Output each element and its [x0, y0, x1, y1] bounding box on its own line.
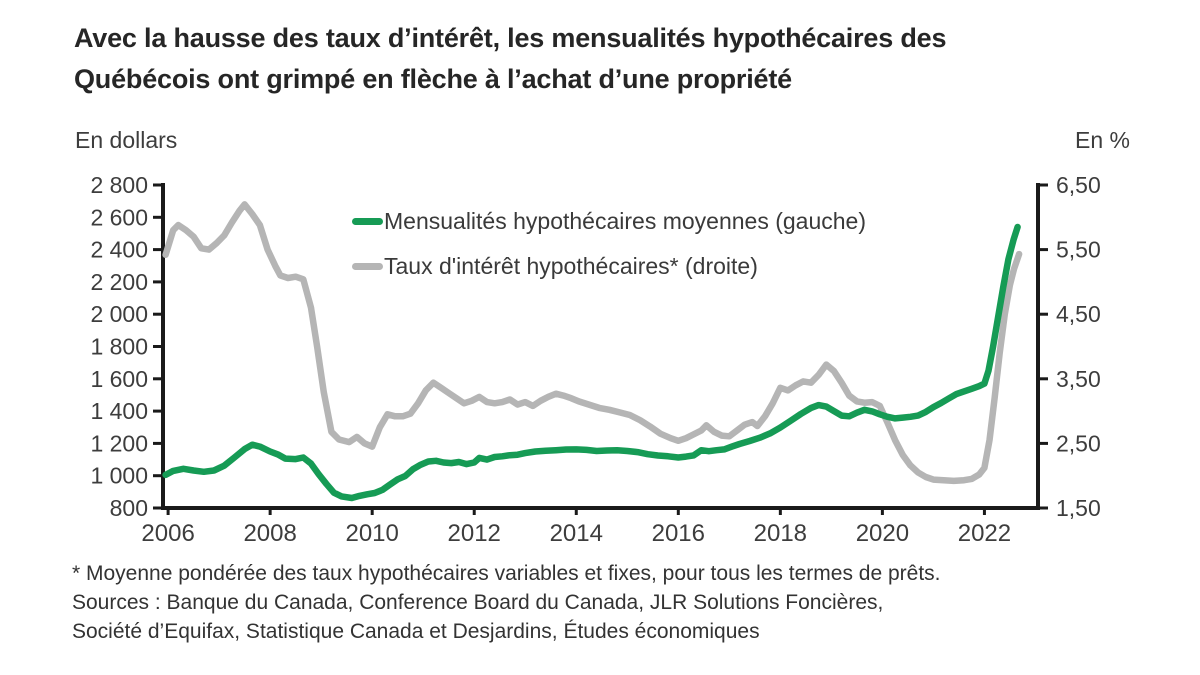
x-axis-tick-label: 2022	[957, 520, 1012, 547]
y-axis-left-tick-label: 800	[109, 495, 148, 521]
x-axis-tick-label: 2006	[141, 520, 195, 547]
x-axis-tick-label: 2008	[243, 520, 297, 547]
y-axis-left-tick-label: 1 200	[90, 430, 148, 457]
footnote-definition: * Moyenne pondérée des taux hypothécaires variables et fixes, pour tous les termes de prêts.	[72, 562, 941, 585]
gray-line-swatch	[352, 263, 383, 270]
y-axis-right-tick-label: 6,50	[1056, 172, 1101, 198]
y-axis-left-tick-label: 1 400	[90, 398, 148, 425]
chart-footnotes	[72, 559, 941, 646]
x-axis-tick-label: 2020	[855, 520, 910, 547]
legend-label-taux: Taux d'intérêt hypothécaires* (droite)	[384, 253, 758, 279]
chart-legend	[352, 199, 866, 289]
y-axis-right-tick-label: 1,50	[1056, 495, 1101, 521]
y-axis-right-tick-label: 4,50	[1056, 301, 1101, 328]
left-axis-unit-label: En dollars	[75, 127, 178, 153]
y-axis-left-tick-label: 1 800	[90, 333, 148, 360]
right-axis-unit-label: En %	[1075, 127, 1130, 153]
y-axis-left-tick-label: 2 000	[90, 301, 148, 328]
y-axis-right-tick-label: 5,50	[1056, 236, 1101, 263]
green-line-swatch	[352, 218, 383, 225]
x-axis-tick-label: 2016	[651, 520, 706, 547]
x-axis-tick-label: 2012	[447, 520, 501, 547]
y-axis-right-tick-label: 3,50	[1056, 365, 1101, 392]
y-axis-left-tick-label: 2 600	[90, 204, 148, 231]
y-axis-left-tick-label: 1 600	[90, 365, 148, 392]
chart-title-line2: Québécois ont grimpé en flèche à l’achat d’une propriété	[74, 64, 792, 94]
y-axis-left-tick-label: 2 200	[90, 268, 148, 295]
x-axis-tick-label: 2010	[345, 520, 399, 547]
x-axis-tick-label: 2018	[753, 520, 808, 547]
legend-label-mensualites: Mensualités hypothécaires moyennes (gauche)	[384, 208, 866, 234]
y-axis-left-tick-label: 2 400	[90, 236, 148, 263]
y-axis-left-tick-label: 1 000	[90, 462, 148, 489]
legend-item-taux	[352, 244, 866, 289]
legend-item-mensualites	[352, 199, 866, 244]
sources-line1: Sources : Banque du Canada, Conference Board du Canada, JLR Solutions Foncières,	[72, 591, 884, 614]
sources-line2: Société d’Equifax, Statistique Canada et Desjardins, Études économiques	[72, 620, 760, 643]
chart-title-line1: Avec la hausse des taux d’intérêt, les mensualités hypothécaires des	[74, 23, 947, 53]
y-axis-right-tick-label: 2,50	[1056, 430, 1101, 457]
y-axis-left-tick-label: 2 800	[90, 172, 148, 198]
x-axis-tick-label: 2014	[549, 520, 603, 547]
